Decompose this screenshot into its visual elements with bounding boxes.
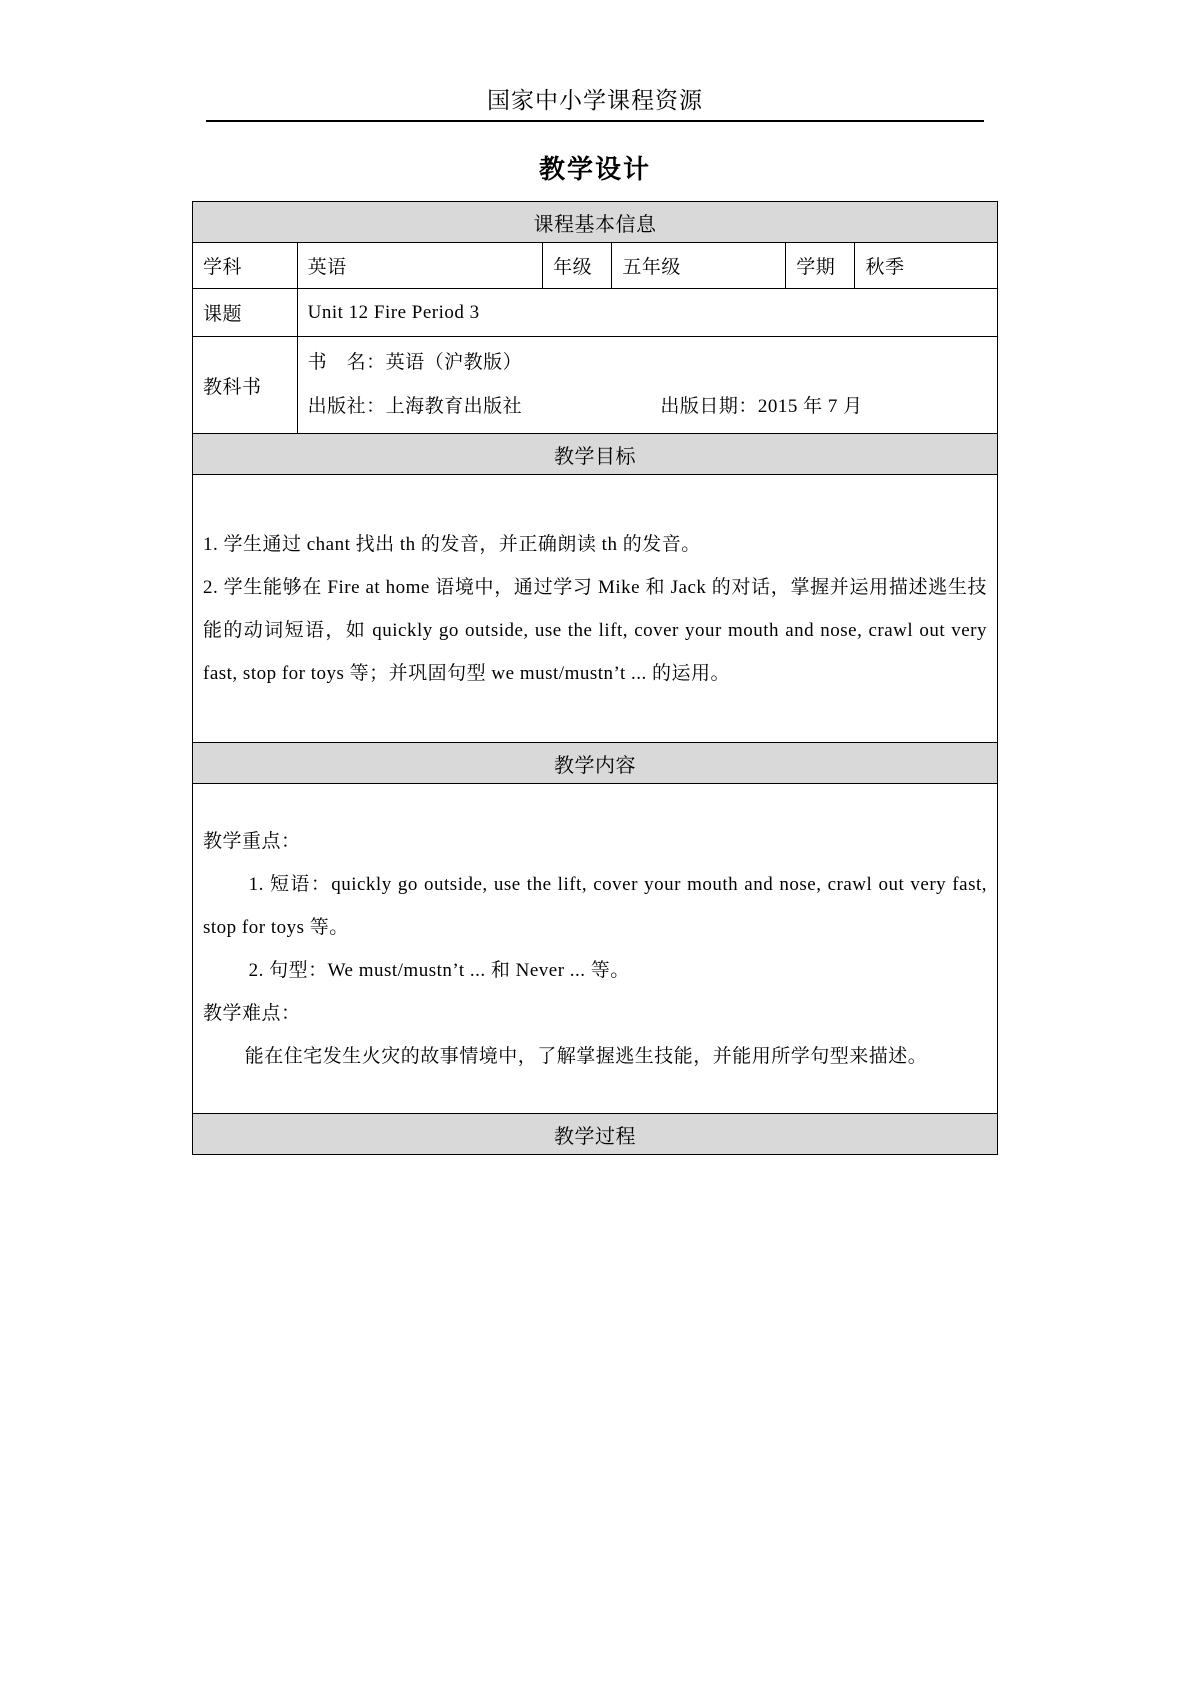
table-row-topic <box>193 289 998 337</box>
grade-label: 年级 <box>543 243 612 289</box>
objectives-content-cell <box>193 475 998 743</box>
header-divider-rule <box>206 120 984 122</box>
topic-label: 课题 <box>193 289 298 337</box>
table-row-process-header <box>193 1114 998 1155</box>
table-row-objectives-header <box>193 434 998 475</box>
table-row-content-header <box>193 743 998 784</box>
semester-label: 学期 <box>786 243 855 289</box>
content-section-header: 教学内容 <box>193 743 998 784</box>
textbook-name: 书 名：英语（沪教版） <box>307 352 523 373</box>
key-point-2: 2. 句型：We must/mustn’t ... 和 Never ... 等。 <box>248 959 630 981</box>
objectives-section-header: 教学目标 <box>193 434 998 475</box>
textbook-info-cell <box>297 337 997 434</box>
table-row-basic-info-header <box>193 202 998 243</box>
subject-label: 学科 <box>193 243 298 289</box>
publisher-line <box>308 385 987 429</box>
objective-item-2: 2. 学生能够在 Fire at home 语境中，通过学习 Mike 和 Jack 的对话，掌握并运用描述逃生技能的动词短语，如 quickly go outside, use the lift, cover your mouth and nose, crawl out very fast, stop for toys 等；并巩固句型 we must/mustn’t ... 的运用。 <box>203 576 987 684</box>
table-row-objectives <box>193 475 998 743</box>
textbook-label: 教科书 <box>193 337 298 434</box>
publish-date: 出版日期：2015 年 7 月 <box>660 396 863 417</box>
table-row-textbook <box>193 337 998 434</box>
topic-value: Unit 12 Fire Period 3 <box>297 289 997 337</box>
content-cell <box>193 784 998 1114</box>
publisher: 出版社：上海教育出版社 <box>307 396 523 417</box>
site-header-title: 国家中小学课程资源 <box>487 88 703 113</box>
difficulty-label: 教学难点： <box>203 1002 301 1024</box>
subject-value: 英语 <box>297 243 543 289</box>
objective-item-1: 1. 学生通过 chant 找出 th 的发音，并正确朗读 th 的发音。 <box>203 533 701 555</box>
table-row-content <box>193 784 998 1114</box>
table-row-subject-grade-semester <box>193 243 998 289</box>
difficulty-text: 能在住宅发生火灾的故事情境中，了解掌握逃生技能，并能用所学句型来描述。 <box>244 1045 928 1067</box>
semester-value: 秋季 <box>855 243 998 289</box>
process-section-header: 教学过程 <box>193 1114 998 1155</box>
document-title: 教学设计 <box>538 155 651 184</box>
grade-value: 五年级 <box>612 243 786 289</box>
lesson-plan-table <box>192 201 998 1155</box>
key-points-label: 教学重点： <box>203 830 301 852</box>
key-point-1: 1. 短语：quickly go outside, use the lift, cover your mouth and nose, crawl out very fast, stop for toys 等。 <box>203 873 987 938</box>
basic-info-section-header: 课程基本信息 <box>193 202 998 243</box>
